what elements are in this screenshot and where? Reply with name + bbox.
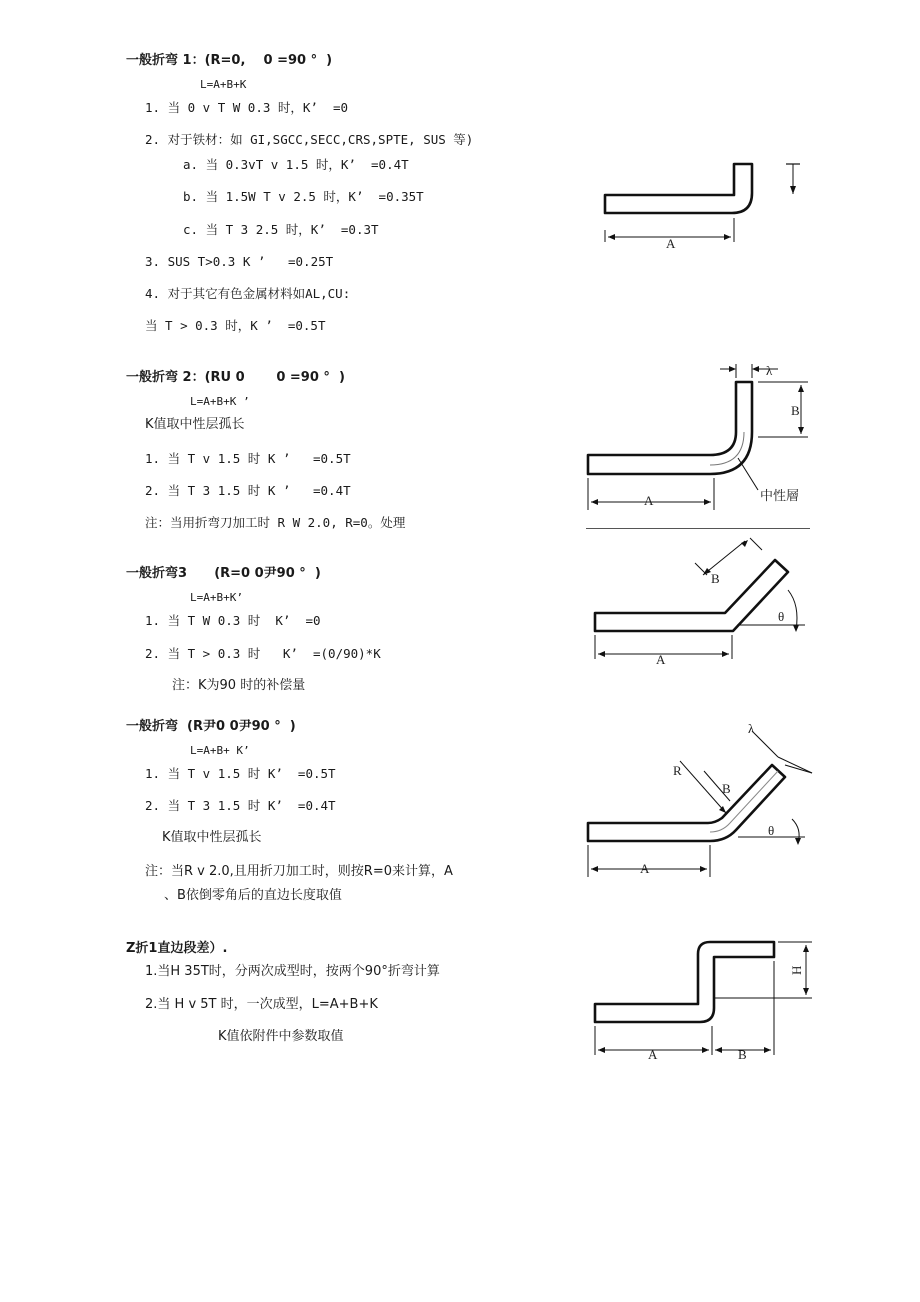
section2-formula: L=A+B+K ’	[190, 395, 250, 408]
section4-note-1: 注：当R v 2.0,且用折刀加工时，则按R=0来计算，A	[145, 864, 453, 879]
fig5-label-h: H	[789, 965, 804, 975]
fig5-label-b: B	[738, 1047, 747, 1062]
section3-item-2: 2. 当 T > 0.3 时 K’ =(0/90)*K	[145, 646, 381, 661]
fig4-label-b: B	[722, 781, 731, 796]
fig2-label-a: A	[644, 493, 654, 508]
section1-item-3: 3. SUS T>0.3 K ’ =0.25T	[145, 254, 334, 269]
fig1-label-a: A	[666, 236, 676, 251]
section1-item-4b: 当 T > 0.3 时，K ’ =0.5T	[145, 318, 326, 333]
section1-title: 一般折弯 1：(R=0, 0 =90 ° )	[126, 53, 333, 68]
fig5-label-a: A	[648, 1047, 658, 1062]
fig3-label-theta: θ	[778, 609, 785, 624]
section4-item-2: 2. 当 T 3 1.5 时 K’ =0.4T	[145, 798, 336, 813]
section1-item-4: 4. 对于其它有色金属材料如AL,CU:	[145, 286, 351, 301]
bend-angle-radius-diagram	[580, 715, 815, 885]
section-divider	[586, 528, 810, 529]
section4-title: 一般折弯 (R尹0 0尹90 ° )	[126, 719, 296, 734]
section3-note: 注：K为90 时的补偿量	[172, 678, 306, 693]
section2-note: 注：当用折弯刀加工时 R W 2.0, R=0。处理	[145, 515, 406, 530]
fig2-label-lambda: λ	[766, 363, 773, 378]
section5-title: Z折1直边段差）.	[126, 941, 228, 956]
section4-k-note: K值取中性层孤长	[162, 830, 262, 845]
section2-title: 一般折弯 2：(RU 0 0 =90 ° )	[126, 370, 345, 385]
fig4-label-r: R	[673, 763, 682, 778]
section2-item-1: 1. 当 T v 1.5 时 K ’ =0.5T	[145, 451, 351, 466]
section2-item-2: 2. 当 T 3 1.5 时 K ’ =0.4T	[145, 483, 351, 498]
section1-subitem-c: c. 当 T 3 2.5 时，K’ =0.3T	[183, 222, 379, 237]
fig4-label-theta: θ	[768, 823, 775, 838]
bend-90-sharp-diagram	[600, 160, 810, 250]
section3-title: 一般折弯3 (R=0 0尹90 ° )	[126, 566, 321, 581]
section4-item-1: 1. 当 T v 1.5 时 K’ =0.5T	[145, 766, 336, 781]
section3-item-1: 1. 当 T W 0.3 时 K’ =0	[145, 613, 321, 628]
section4-note-2: 、B依倒零角后的直边长度取值	[164, 888, 342, 903]
section4-formula: L=A+B+ K’	[190, 744, 250, 757]
section2-k-note: K值取中性层孤长	[145, 417, 245, 432]
section1-item-1: 1. 当 0 v T W 0.3 时，K’ =0	[145, 100, 349, 115]
bend-90-radius-diagram	[580, 360, 815, 520]
section5-k-note: K值依附件中参数取值	[218, 1029, 344, 1044]
section1-item-2: 2. 对于铁材：如 GI,SGCC,SECC,CRS,SPTE, SUS 等)	[145, 132, 474, 147]
fig3-label-a: A	[656, 652, 666, 667]
fig4-label-a: A	[640, 861, 650, 876]
fig2-label-b: B	[791, 403, 800, 418]
fig2-label-neutral: 中性層	[760, 489, 800, 504]
section5-item-2: 2.当 H v 5T 时，一次成型，L=A+B+K	[145, 997, 378, 1012]
section3-formula: L=A+B+K’	[190, 591, 243, 604]
section1-formula: L=A+B+K	[200, 78, 247, 91]
z-bend-diagram	[590, 935, 815, 1065]
section1-subitem-b: b. 当 1.5W T v 2.5 时，K’ =0.35T	[183, 189, 424, 204]
fig3-label-b: B	[711, 571, 720, 586]
section1-subitem-a: a. 当 0.3vT v 1.5 时，K’ =0.4T	[183, 157, 409, 172]
section5-item-1: 1.当H 35T时，分两次成型时，按两个90°折弯计算	[145, 964, 440, 979]
fig4-label-lambda: λ	[748, 721, 755, 736]
bend-angle-sharp-diagram	[590, 535, 815, 670]
